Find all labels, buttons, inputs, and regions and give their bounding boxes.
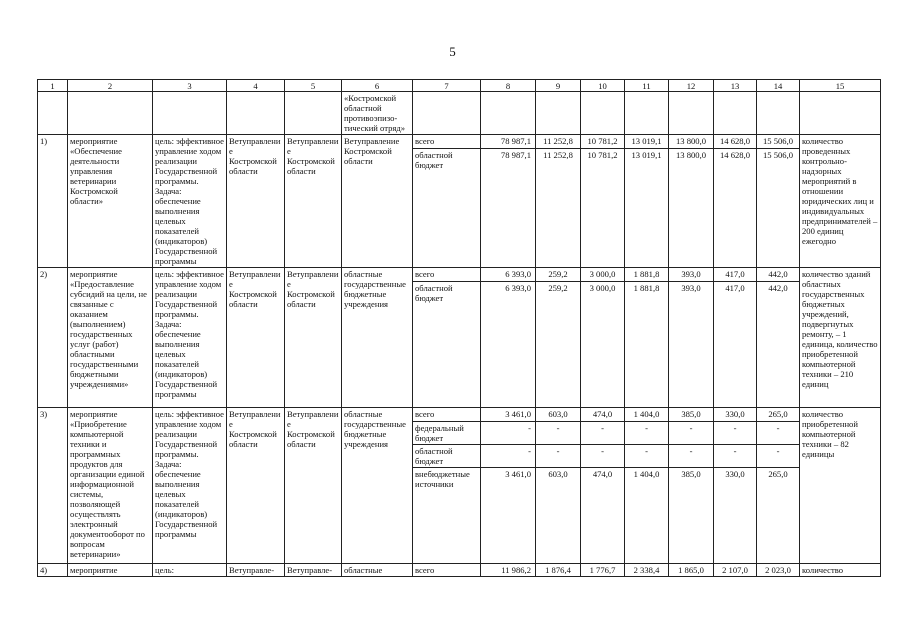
funding-value: 15 506,0 (757, 149, 800, 268)
funding-value: 1 881,8 (625, 268, 669, 282)
funding-value: 78 987,1 (481, 135, 536, 149)
customer: Ветуправление Костромской области (285, 408, 342, 564)
funding-value: - (581, 445, 625, 468)
funding-value: - (481, 445, 536, 468)
funding-value: 603,0 (536, 408, 581, 422)
funding-value: 385,0 (669, 468, 714, 564)
executor: Ветуправление Костромской области (342, 135, 413, 268)
table-row (38, 408, 881, 422)
col-header: 15 (800, 80, 881, 92)
funding-value: 14 628,0 (714, 149, 757, 268)
goal-and-task: цель: эффективное управление ходом реализации Государственной программы. Задача: обеспечение выполнения целевых показателей (индикаторов) Государственной программы (153, 135, 227, 268)
funding-value: 417,0 (714, 282, 757, 408)
funding-value: 11 252,8 (536, 149, 581, 268)
funding-value: 442,0 (757, 268, 800, 282)
funding-value: 78 987,1 (481, 149, 536, 268)
funding-source: внебюджетные источники (413, 468, 481, 564)
column-number-row (38, 80, 881, 92)
funding-value: 1 404,0 (625, 468, 669, 564)
col-header: 11 (625, 80, 669, 92)
row-number: 2) (38, 268, 68, 408)
continuation-executor: «Костромской областной противоэпизо-тический отряд» (342, 92, 413, 135)
funding-value: 385,0 (669, 408, 714, 422)
col-header: 6 (342, 80, 413, 92)
program-activities-table (37, 79, 881, 577)
funding-value: - (669, 445, 714, 468)
funding-value: 3 461,0 (481, 408, 536, 422)
funding-value: 259,2 (536, 268, 581, 282)
funding-value: - (757, 422, 800, 445)
funding-value: 330,0 (714, 468, 757, 564)
funding-value: 417,0 (714, 268, 757, 282)
funding-value: 2 338,4 (625, 564, 669, 577)
funding-value: 474,0 (581, 468, 625, 564)
funding-source: всего (413, 564, 481, 577)
funding-value: 10 781,2 (581, 149, 625, 268)
administrator: Ветуправле- (227, 564, 285, 577)
funding-value: 6 393,0 (481, 268, 536, 282)
executor: областные (342, 564, 413, 577)
col-header: 2 (68, 80, 153, 92)
funding-source: всего (413, 268, 481, 282)
expected-result: количество приобретенной компьютерной техники – 82 единицы (800, 408, 881, 564)
funding-value: 3 461,0 (481, 468, 536, 564)
funding-value: 15 506,0 (757, 135, 800, 149)
funding-value: 1 865,0 (669, 564, 714, 577)
table-row (38, 564, 881, 577)
funding-value: - (625, 445, 669, 468)
funding-value: - (625, 422, 669, 445)
funding-value: - (536, 422, 581, 445)
funding-value: 11 986,2 (481, 564, 536, 577)
funding-value: - (714, 422, 757, 445)
executor: областные государственные бюджетные учреждения (342, 268, 413, 408)
funding-source: федеральный бюджет (413, 422, 481, 445)
funding-source: всего (413, 135, 481, 149)
expected-result: количество проведенных контрольно-надзорных мероприятий в отношении юридических лиц и индивидуальных предпринимателей – 200 единиц ежегодно (800, 135, 881, 268)
funding-value: 11 252,8 (536, 135, 581, 149)
funding-value: 1 876,4 (536, 564, 581, 577)
table-row (38, 268, 881, 282)
funding-value: - (481, 422, 536, 445)
activity-name: мероприятие «Предоставление субсидий на цели, не связанные с оказанием (выполнением) государственных услуг (работ) областными государственными бюджетными учреждениями» (68, 268, 153, 408)
funding-value: 259,2 (536, 282, 581, 408)
funding-value: - (669, 422, 714, 445)
funding-value: 330,0 (714, 408, 757, 422)
administrator: Ветуправление Костромской области (227, 268, 285, 408)
row-number: 4) (38, 564, 68, 577)
funding-value: 2 107,0 (714, 564, 757, 577)
col-header: 8 (481, 80, 536, 92)
col-header: 7 (413, 80, 481, 92)
row-number: 1) (38, 135, 68, 268)
funding-source: областной бюджет (413, 282, 481, 408)
administrator: Ветуправление Костромской области (227, 408, 285, 564)
col-header: 9 (536, 80, 581, 92)
table-body (38, 80, 881, 577)
administrator: Ветуправление Костромской области (227, 135, 285, 268)
funding-value: 13 800,0 (669, 149, 714, 268)
funding-value: 14 628,0 (714, 135, 757, 149)
page-number: 5 (449, 44, 456, 59)
funding-value: 1 776,7 (581, 564, 625, 577)
funding-value: - (581, 422, 625, 445)
funding-value: 10 781,2 (581, 135, 625, 149)
funding-source: областной бюджет (413, 445, 481, 468)
expected-result: количество (800, 564, 881, 577)
customer: Ветуправле- (285, 564, 342, 577)
activity-name: мероприятие «Приобретение компьютерной техники и программных продуктов для организации единой информационной системы, позволяющей осуществлять электронный документооборот по вопросам ветеринарии» (68, 408, 153, 564)
col-header: 13 (714, 80, 757, 92)
funding-value: 13 019,1 (625, 135, 669, 149)
funding-source: областной бюджет (413, 149, 481, 268)
funding-value: 13 800,0 (669, 135, 714, 149)
table-row (38, 135, 881, 149)
funding-value: 1 881,8 (625, 282, 669, 408)
funding-value: - (714, 445, 757, 468)
col-header: 12 (669, 80, 714, 92)
executor: областные государственные бюджетные учреждения (342, 408, 413, 564)
funding-value: 265,0 (757, 408, 800, 422)
funding-value: 2 023,0 (757, 564, 800, 577)
col-header: 4 (227, 80, 285, 92)
activity-name: мероприятие «Обеспечение деятельности управления ветеринарии Костромской области» (68, 135, 153, 268)
funding-value: 6 393,0 (481, 282, 536, 408)
funding-value: 442,0 (757, 282, 800, 408)
goal-and-task: цель: эффективное управление ходом реализации Государственной программы. Задача: обеспечение выполнения целевых показателей (индикаторов) Государственной программы (153, 268, 227, 408)
funding-value: 13 019,1 (625, 149, 669, 268)
row-number: 3) (38, 408, 68, 564)
funding-value: 3 000,0 (581, 282, 625, 408)
funding-value: - (536, 445, 581, 468)
funding-value: 393,0 (669, 268, 714, 282)
continuation-row (38, 92, 881, 135)
funding-value: - (757, 445, 800, 468)
goal-and-task: цель: эффективное управление ходом реализации Государственной программы. Задача: обеспечение выполнения целевых показателей (индикаторов) Государственной программы (153, 408, 227, 564)
funding-source: всего (413, 408, 481, 422)
funding-value: 603,0 (536, 468, 581, 564)
funding-value: 474,0 (581, 408, 625, 422)
funding-value: 3 000,0 (581, 268, 625, 282)
customer: Ветуправление Костромской области (285, 268, 342, 408)
funding-value: 1 404,0 (625, 408, 669, 422)
customer: Ветуправление Костромской области (285, 135, 342, 268)
goal-and-task: цель: (153, 564, 227, 577)
funding-value: 393,0 (669, 282, 714, 408)
funding-value: 265,0 (757, 468, 800, 564)
col-header: 10 (581, 80, 625, 92)
col-header: 1 (38, 80, 68, 92)
activity-name: мероприятие (68, 564, 153, 577)
col-header: 14 (757, 80, 800, 92)
expected-result: количество зданий областных государственных бюджетных учреждений, подвергнутых ремонту, – 1 единица, количество приобретенной компьютерной техники – 210 единиц (800, 268, 881, 408)
col-header: 5 (285, 80, 342, 92)
col-header: 3 (153, 80, 227, 92)
